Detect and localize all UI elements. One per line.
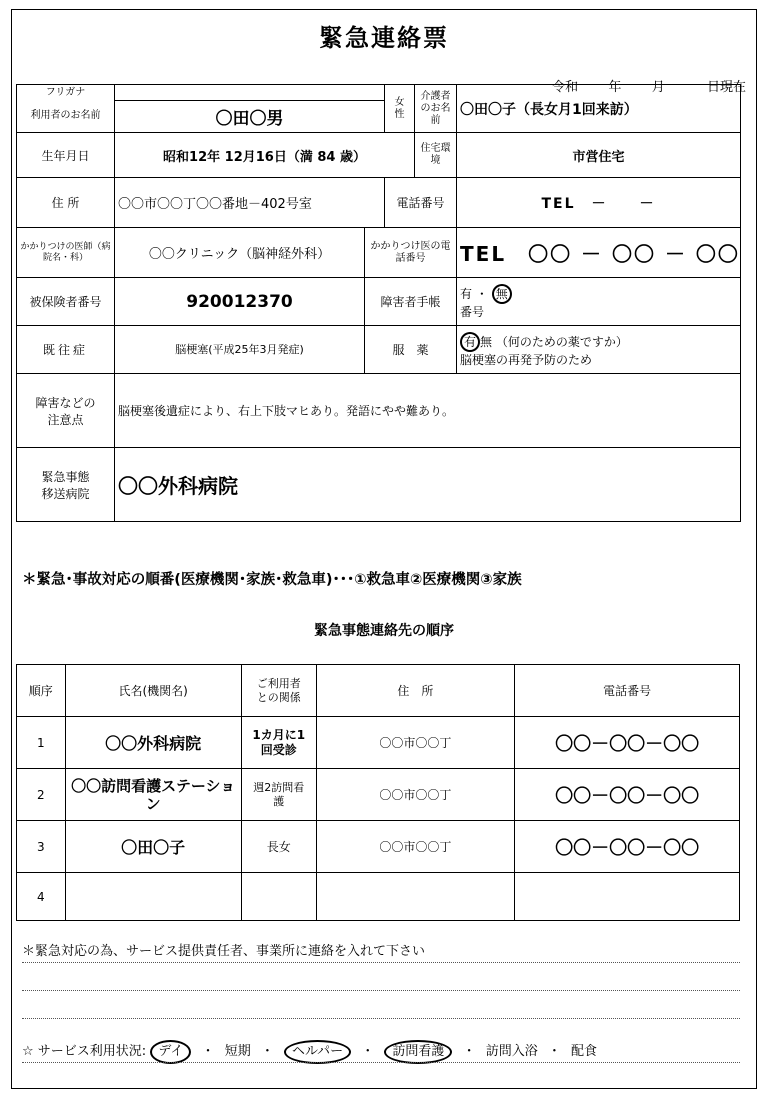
cautions-value: 脳梗塞後遺症により、右上下肢マヒあり。発語にやや難あり。 — [115, 374, 741, 448]
cautions-label: 障害などの注意点 — [17, 374, 115, 448]
row-order: 3 — [17, 821, 66, 873]
date-month: 月 — [651, 80, 665, 95]
row-relation: 長女 — [241, 821, 316, 873]
disability-dot: ・ — [475, 286, 488, 301]
name-label: 利用者のお名前 — [17, 101, 115, 133]
row-order: 4 — [17, 873, 66, 921]
sex-label: 女性 — [385, 85, 415, 133]
row-order: 2 — [17, 769, 66, 821]
service-visiting-nurse-circled: 訪問看護 — [384, 1040, 452, 1064]
table-row — [17, 717, 740, 769]
user-name: 〇田〇男 — [115, 101, 385, 133]
row-address — [316, 873, 514, 921]
service-label: ☆ サービス利用状況: — [22, 1044, 147, 1059]
service-separator: ・ — [201, 1044, 215, 1059]
row-name: 〇〇訪問看護ステーション — [65, 769, 241, 821]
address-value: 〇〇市〇〇丁〇〇番地－402号室 — [115, 178, 385, 228]
contact-note: ＊緊急対応の為、サービス提供責任者、事業所に連絡を入れて下さい — [22, 944, 426, 959]
history-label: 既往症 — [17, 326, 115, 374]
header-phone: 電話番号 — [515, 665, 740, 717]
disability-number-label: 番号 — [460, 304, 485, 319]
service-separator: ・ — [361, 1044, 375, 1059]
medication-reason: 脳梗塞の再発予防のため — [460, 352, 593, 367]
transport-label: 緊急事態移送病院 — [17, 448, 115, 522]
dotted-line — [22, 990, 740, 991]
insurance-label: 被保険者番号 — [17, 278, 115, 326]
contacts-table — [16, 664, 740, 921]
service-separator: ・ — [462, 1044, 476, 1059]
doctor-value: 〇〇クリニック（脳神経外科） — [115, 228, 365, 278]
row-order: 1 — [17, 717, 66, 769]
row-name: 〇田〇子 — [65, 821, 241, 873]
header-relation: ご利用者との関係 — [241, 665, 316, 717]
disability-label: 障害者手帳 — [365, 278, 457, 326]
row-name: 〇〇外科病院 — [65, 717, 241, 769]
medication-label: 服 薬 — [365, 326, 457, 374]
row-phone: 〇〇－〇〇－〇〇 — [515, 769, 740, 821]
row-phone: 〇〇－〇〇－〇〇 — [515, 717, 740, 769]
furigana-label: フリガナ — [17, 85, 115, 101]
row-phone — [515, 873, 740, 921]
caregiver-label: 介護者のお名前 — [415, 85, 457, 133]
caregiver-name: 〇田〇子（長女月1回来訪） — [457, 85, 741, 133]
disability-no-circled: 無 — [492, 284, 512, 304]
date-era: 令和 — [552, 80, 579, 95]
header-address: 住 所 — [316, 665, 514, 717]
service-meal: 配食 — [571, 1044, 598, 1059]
table-row — [17, 873, 740, 921]
dotted-line — [22, 962, 740, 963]
doctor-label: かかりつけの医師（病院名・科） — [17, 228, 115, 278]
date-year: 年 — [608, 80, 622, 95]
service-short-stay: 短期 — [224, 1044, 251, 1059]
header-order: 順序 — [17, 665, 66, 717]
transport-hospital: 〇〇外科病院 — [115, 448, 741, 522]
emergency-order-line: ＊緊急･事故対応の順番(医療機関･家族･救急車)･･･①救急車②医療機関③家族 — [22, 572, 522, 588]
service-usage — [22, 1040, 597, 1064]
row-relation: 1カ月に1回受診 — [241, 717, 316, 769]
dotted-line — [22, 1062, 740, 1063]
disability-cell — [457, 278, 741, 326]
form-title: 緊急連絡票 — [319, 24, 449, 52]
row-relation — [241, 873, 316, 921]
env-label: 住宅環境 — [415, 133, 457, 178]
phone-label: 電話番号 — [385, 178, 457, 228]
birth-value: 昭和12年 12月16日（満 84 歳） — [115, 133, 415, 178]
row-address: 〇〇市〇〇丁 — [316, 821, 514, 873]
phone-value: TEL － － — [457, 178, 741, 228]
user-info-table — [16, 84, 741, 522]
row-name — [65, 873, 241, 921]
table-row — [17, 821, 740, 873]
doctor-phone-value: TEL 〇〇 － 〇〇 － 〇〇 — [457, 228, 741, 278]
service-day-circled: デイ — [150, 1040, 191, 1064]
env-value: 市営住宅 — [457, 133, 741, 178]
table-row — [17, 769, 740, 821]
disability-yes: 有 — [460, 286, 473, 301]
medication-no: 無 — [480, 334, 493, 349]
medication-cell — [457, 326, 741, 374]
medication-question: （何のための薬ですか） — [495, 334, 628, 349]
history-value: 脳梗塞(平成25年3月発症) — [115, 326, 365, 374]
row-relation: 週2訪問看護 — [241, 769, 316, 821]
doctor-phone-label: かかりつけ医の電話番号 — [365, 228, 457, 278]
insurance-number: 920012370 — [115, 278, 365, 326]
furigana-value — [115, 85, 385, 101]
medication-yes-circled: 有 — [460, 332, 480, 352]
birth-label: 生年月日 — [17, 133, 115, 178]
contacts-heading: 緊急事態連絡先の順序 — [314, 623, 454, 639]
dotted-line — [22, 1018, 740, 1019]
service-bathing: 訪問入浴 — [485, 1044, 538, 1059]
header-name: 氏名(機関名) — [65, 665, 241, 717]
service-separator: ・ — [547, 1044, 561, 1059]
date-day: 日現在 — [706, 80, 746, 95]
row-address: 〇〇市〇〇丁 — [316, 717, 514, 769]
row-phone: 〇〇－〇〇－〇〇 — [515, 821, 740, 873]
row-address: 〇〇市〇〇丁 — [316, 769, 514, 821]
service-separator: ・ — [260, 1044, 274, 1059]
address-label: 住 所 — [17, 178, 115, 228]
service-helper-circled: ヘルパー — [284, 1040, 351, 1064]
